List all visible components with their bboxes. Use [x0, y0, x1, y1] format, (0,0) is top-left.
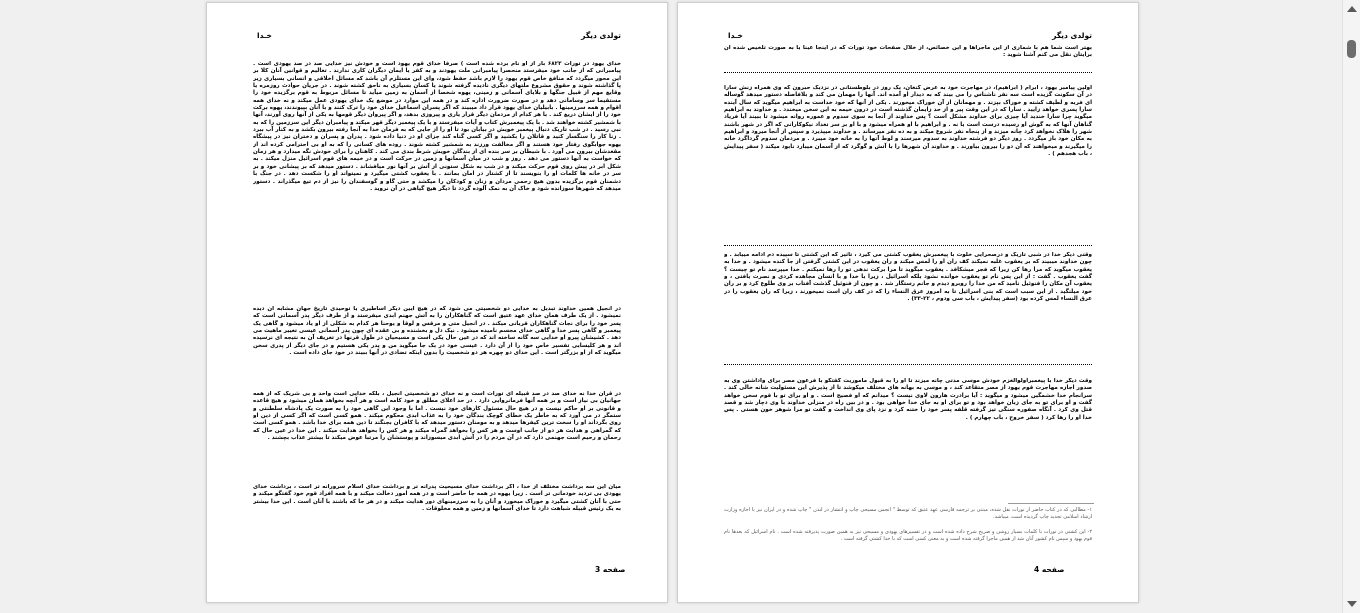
document-page-3 — [206, 2, 668, 603]
page-number: صفحه 4 — [1034, 565, 1065, 574]
vertical-scrollbar[interactable] — [1342, 0, 1360, 613]
section-separator — [724, 245, 1092, 246]
document-page-4 — [677, 2, 1139, 603]
footnote-rule — [1008, 503, 1094, 504]
page-number: صفحه 3 — [595, 565, 626, 574]
scroll-down-arrow-icon[interactable] — [1347, 601, 1357, 607]
page-header — [724, 31, 1092, 45]
scroll-up-arrow-icon[interactable] — [1347, 6, 1357, 12]
footnote-2: ۲- این کشتی در تورات با کلمات بسیار روشن و صریح شرح داده شده است و در تفسیرهای یهودی و مسیحی نیز به همین صورت پذیرفته شده است . نام اسرائیل که بعدها نام قوم یهود و سپس نام کشور آنان شد از همین ماجرا گرفته شده است و به معنی کسی است که با خدا کشتی گرفته است . — [724, 529, 1092, 542]
header-khoda: خـدا — [257, 31, 272, 40]
section-separator — [724, 72, 1092, 73]
paragraph-2: در انجیل همین خداوند تبدیل به خدایی دو شخصیتی می شود که در هیچ آیین دیگر اساطیری یا توحیدی تاریخ جهان مشابه آن دیده نمیشود . از یک طرف همان خدای عهد عتیق است که گناهکاران را به آتش جهنم ابدی میفرستد و از طرف دیگر پدر آسمانی است که پسر خود را برای نجات گناهکاران قربانی میکند . در انجیل متی و مرقس و لوقا و یوحنا هر کدام به شکلی از او یاد میشود و گاهی یک پیغمبر و گاهی پسر خدا و گاهی خدای مجسم نامیده میشود . نیک دل و بخشنده و بی عقده ای چون پدر آسمانی عیسی تغییر ماهیت می دهد . کشیشان پیرو او خدایی سه گانه ساخته اند که در عین حال یکی است و مسیحیان در طول قرنها در تعریف آن به نتیجه ای نرسیده اند و هر کلیسایی تفسیر خاص خود را از آن دارد . عیسی خود در یک جا میگوید من و پدر یکی هستیم و در جای دیگر از پدری سخن میگوید که از او بزرگتر است . این خدای دو چهره هر دو شخصیت را بدون اینکه تضادی در آنها ببیند در خود جای داده است . — [253, 306, 621, 357]
paragraph-3: در قرآن خدا نه خدای صد در صد قبیله ای تورات است و نه خدای دو شخصیتی انجیل ، بلکه خدایی است واحد و بی شریک که از همه جهانیان بی نیاز است و بر همه آنها فرمانروایی دارد . در حد اعلای مطلق و خود کامه است و هر آنچه بخواهد همان میشود و هیچ قاعده و قانونی بر او حاکم نیست و در هیچ حال مسئول کارهای خود نیست . اما با وجود این گاهی خود را به صورت یک پادشاه سلطنتی و ستمگر در می آورد که به خاطر یک خطای کوچک بندگان خود را به عذاب ابدی محکوم میکند . همو کسی است که اگر کسی از دین او روی بگرداند او را سخت ترین کیفرها میدهد و به مومنان دستور میدهد که با کافران بجنگند تا دین همه برای خدا باشد . همو کسی است که گمراهی و هدایت هر دو از جانب اوست و هر کس را بخواهد گمراه میکند و هر کس را بخواهد هدایت میکند . این خدا در عین حال که رحمان و رحیم است جهنمی دارد که در آن مردم را در آتش ابدی میسوزاند و پوستشان را مرتبا عوض میکند تا بیشتر عذاب بچشند . — [253, 391, 621, 442]
section-3: وقت دیگر خدا با پیغمبراولوالعزم خودش موسی مدتی چانه میزند تا او را به قبول ماموریت گفتگو با فرعون مصر برای واداشتن وی به صدور اجازه مهاجرت قوم یهود از مصر متقاعد کند ، و موسی به بهانه های مختلف میکوشد تا از پذیرش این مسئولیت شانه خالی کند . سرانجام خدا خشمگین میشود و میگوید : آیا برادرت هارون لاوی نیست ؟ میدانم که او فصیح است . و او برای تو با قوم سخن خواهد گفت و او برای تو به جای زبان خواهد بود و تو برای او به جای خدا خواهی بود . و در بین راه در منزلی خداوند با وی دچار شد و قصد قتل وی کرد . آنگاه صفوره سنگی تیز گرفته قلفه پسر خود را ختنه کرد و نزد پای وی انداخت و گفت تو مرا شوهر خون هستی . پس خدا او را رها کرد ( سفر خروج ، باب چهارم ) . — [724, 378, 1092, 421]
page-header — [253, 31, 621, 45]
header-title: تولدی دیگر — [1052, 31, 1092, 40]
section-2: وقتی دیگر خدا در شبی تاریک و درصحرایی خلوت با پیغمبرش یعقوب کشتی می گیرد ، تاثیر که این کشتی تا سپیده دم ادامه مییابد . و چون خداوند میبیند که بر یعقوب غلبه نمیکند کف ران او را لمس میکند و ران یعقوب در این کشتی گرفتن از جا کنده میشود . و خدا به یعقوب میگوید که مرا رها کن زیرا که فجر میشکافد . یعقوب میگوید تا مرا برکت ندهی تو را رها نمیکنم . خدا میپرسد نام تو چیست ؟ گفت یعقوب . گفت : از این پس نام تو یعقوب خوانده نشود بلکه اسرائیل ، زیرا با خدا و با انسان مجاهده کردی و نصرت یافتی ، و یعقوب آن مکان را فنوئیل نامید که من خدا را روبرو دیدم و جانم رستگار شد . و چون از فنوئیل گذشت آفتاب بر وی طلوع کرد و بر ران خود میلنگید . از این سبب است که بنی اسرائیل تا به امروز عرق النساء را که در کف ران است نمیخورند ، زیرا که ران یعقوب را در عرق النساء لمس کرده بود (سفر پیدایش ، باب سی ودوم ، ۲۲-۳۳) . — [724, 252, 1092, 303]
scrollbar-thumb[interactable] — [1347, 40, 1356, 58]
paragraph-1: خدای یهود در تورات ۶۸۲۳ بار از او نام برده شده است ) صرفا خدای قوم یهود است و خودش نیز خدایی صد در صد یهودی است . پیامبرانی که از جانب خود میفرستد منحصرا پیامبرانی ملت یهودند و به کفر یا ایمان دیگران کاری ندارند . تعالیم و قوانین آنان کلا بر این محور میگردد که منافع خاص قوم یهود را لازم باشد حفظ شود، وای این مستلزم آن باشد که مسائل اخلاقی و انسانی بسیاری زیر پا گذاشته شوند و حقوق مشروع ملتهای دیگری نادیده گرفته شوند یا کسان بسیاری به ناحق کشته شوند . در جریان حوادث روزمره یا وقایع مهم از قبیل جنگها و بلایای آسمانی و زمینی، یهوه شخصا از آسمان به زمین میآید تا مسائل مربوط به قوم برگزیده خود را مستقیما سر وسامانی دهد و در صورت ضرورت اداره کند و در همه این موارد در موضع یک خدای یهودی عمل میکند و نه خدای همه اقوام و همه سرزمینها . بابیلیان خدای یهود قرار داد میبیند که اگر پسران اسماعیل خدای خود را ترک کنند و با آنان بپیوندند، یهوه برکت خود را از ایشان دریغ کند . با هر کدام از مردمان دیگر قرار یاری و پیروزی بدهد، و اگر پیروان دیگر قومها به یکی از آنها روی آورند، آنها با شمشیر کشته خواهند شد . با یک پیغمبرش کتاب و آیات میفرستد و با یک پیغمبر دیگر قهر میکند و پیامبران دیگر این سرزمین را که به نبی رسید . در شب تاریک دنبال پیغمبر خویش در بیابان بود تا او را از جایی که به فرمان خدا به آنجا رفته بیرون بکشد و به کنار آب ببرد . زنا کار را سنگسار کنید و قاتلان را بکشید و اگر کسی گناه کند جزای او در دنیا داده شود . پدران و پسران و دختران نیز در پیشگاه یهوه جوابگوی رفتار خود هستند و اگر مخالفت ورزند به شمشیر کشته شوند . روده های کسانی را که به او بی احترامی کرده اند از مقعدشان بیرون می آورد . با شیطان بر سر بنده ای از بندگان خویش شرط بندی می کند . کاهنان را برای خودش نگه میدارد و هر زمان که خواست به آنها دستور می دهد . روز و شب در میان آسمانها و زمین در حرکت است و در خیمه های قوم اسرائیل منزل میکند . به شکل ابر در پیش روی قوم حرکت میکند و در شب به شکل ستونی از آتش بر آنها نور میافشاند . دستور میدهد که بر پیشانی خود و بر سر در خانه ها کلمات او را بنویسند تا از کشتار در امان بمانند . با یعقوب کشتی میگیرد و نمیتواند او را شکست دهد . در جنگ با دشمنان قوم برگزیده بدون هیچ رحمی مردان و زنان و کودکان را میکشد و حتی گاو و گوسفندان را نیز از دم تیغ میگذراند . دستور میدهد که شهرها سوزانده شود و خاک آن به نمک آلوده گردد تا دیگر هیچ گیاهی در آن نروید . — [253, 61, 621, 192]
section-separator — [724, 364, 1092, 365]
header-title: تولدی دیگر — [581, 31, 621, 40]
footnote-1: ۱- مطالبی که در کتاب حاضر از تورات نقل شده، مبتنی بر ترجمه فارسی عهد عتیق که توسط " انجمن مسیحی چاپ و انتشار در لندن " چاپ شده و در ایران نیز با اجازه وزارت ارشاد اسلامی تجدید چاپ گردیده است، میباشد. — [724, 507, 1092, 520]
section-1: اولین پیامبر یهود ، ابرام ( ابراهیم)، در مهاجرت خود به عرض کنعان، یک روز در بلوطستانی در نزدیک حبرون که وی همراه زنش سارا در آن سکونت گزیده است سه نفر ناشناس را می بیند که به دیدار او آمده اند. آنها را مهمان می کند و بلافاصله دستور میدهد گوساله ای فربه و لطیف کشته و خوراک بپزند . و مهمانان از آن خوراک میخورند . یکی از آنها که خود خداست به ابراهیم میگوید که سال آینده سارا پسری خواهد زایید . سارا که در این وقت پیر و از حد زایمان گذشته است در درون خیمه به این سخن میخندد . و خداوند به ابراهیم میگوید چرا سارا خندید آیا چیزی برای خداوند مشکل است ؟ پس خداوند از آنجا به سوی سدوم و عموره روانه میشود تا ببیند آیا فریاد گناهان آنها که به گوش او رسیده درست است یا نه . و ابراهیم با او همراه میشود و با او بر سر تعداد نیکوکارانی که اگر در شهر باشند شهر را هلاک نخواهد کرد چانه میزند و از پنجاه نفر شروع میکند و به ده نفر میرساند . و خداوند میپذیرد و سپس از آنجا میرود و ابراهیم به مکان خود باز میگردد . روز دیگر دو فرشته خداوند به سدوم میرسند و لوط آنها را به خانه خود میبرد . و مردمان سدوم گرداگرد خانه را میگیرند و میخواهند که آن دو را بیرون بیاورند . و خداوند آن شهرها را با آتش و گوگرد که از آسمان میبارد نابود میکند ( سفر پیدایش ، باب هجدهم ) . — [724, 85, 1092, 158]
intro-paragraph: بهتر است شما هم با شماری از این ماجراها و این خصائص، از خلال صفحات خود تورات که در اینجا عینا یا به صورت تلخیص شده آن برایتان نقل می کنم آشنا شوید : — [724, 45, 1092, 59]
header-khoda: خـدا — [728, 31, 743, 40]
paragraph-4: میان این سه برداشت مختلف از خدا ، اگر برداشت خدای مسیحیت پدرانه تر و برداشت خدای اسلام سرورانه تر است ، برداشت خدای یهودی بی تردید خودمانی تر است . زیرا یهوه در همه جا حاضر است و در همه امور دخالت میکند و با همه افراد قوم خود گفتگو میکند و حتی با آنان کشتی میگیرد و خوراک میخورد و آنان را به سرزمینهای دور هدایت میکند و در هر جا که باشند با آنان است . این خدا بیشتر به یک رئیس قبیله شباهت دارد تا خدای آسمانها و زمین و همه مخلوقات . — [253, 484, 621, 513]
